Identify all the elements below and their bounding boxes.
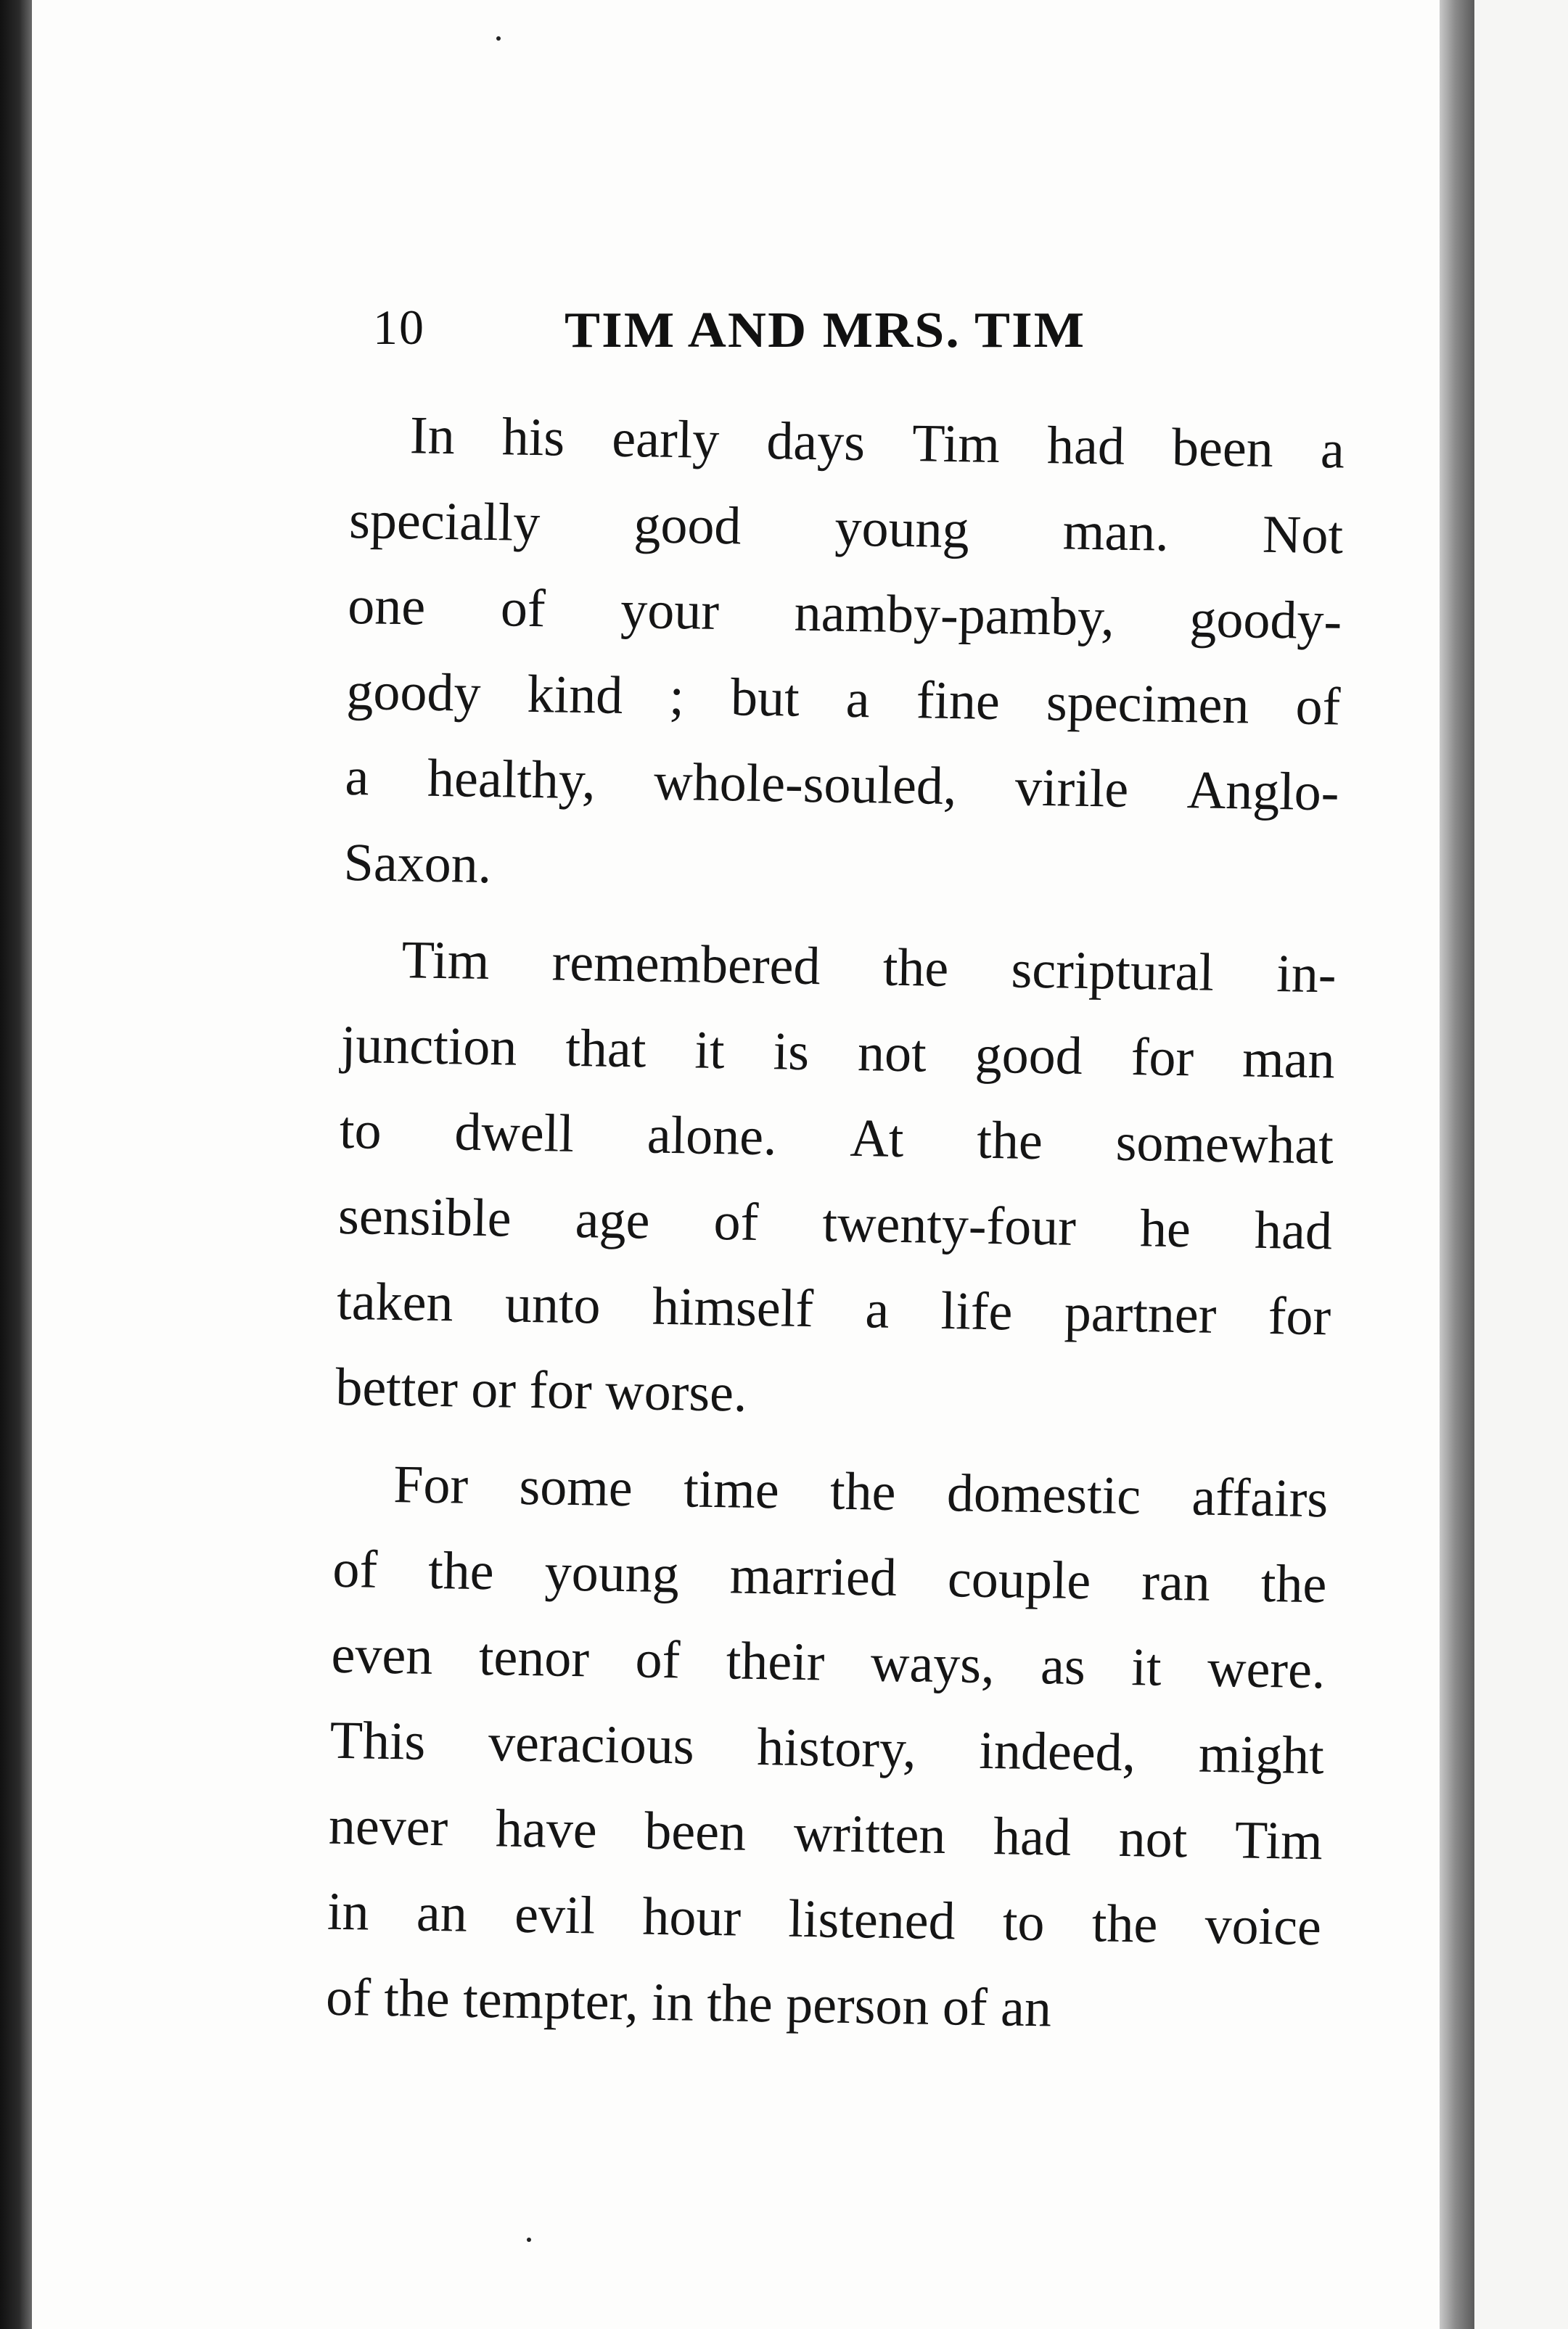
paragraph [335, 916, 1337, 1445]
text-line: of the tempter, in the person of an [325, 1967, 1052, 2039]
paragraph [343, 392, 1345, 921]
running-title: TIM AND MRS. TIM [565, 303, 1086, 358]
text-line: junction that it is not good for man [340, 1014, 1336, 1090]
text-line: specially good young man. Not [348, 490, 1344, 566]
page-binding-shadow [0, 0, 32, 2329]
text-line: better or for worse. [334, 1357, 748, 1424]
book-page [32, 0, 1440, 2329]
text-line: in an evil hour listened to the voice [327, 1881, 1322, 1958]
facing-page-edge [1474, 0, 1568, 2329]
speck-bottom [527, 2238, 531, 2242]
text-line: For some time the domestic affairs [393, 1455, 1329, 1529]
paragraph [325, 1441, 1329, 2055]
text-line: In his early days Tim had been a [409, 406, 1345, 480]
text-line: This veracious history, indeed, might [329, 1710, 1325, 1786]
text-line: to dwell alone. At the somewhat [339, 1100, 1334, 1176]
text-line: Saxon. [343, 832, 492, 895]
running-head [32, 299, 1440, 379]
body-text [325, 392, 1345, 2066]
book-gutter [1440, 0, 1474, 2329]
text-line: never have been written had not Tim [328, 1796, 1323, 1872]
text-line: Tim remembered the scriptural in- [401, 930, 1337, 1005]
page-number: 10 [373, 300, 425, 355]
text-line: sensible age of twenty-four he had [337, 1186, 1333, 1262]
text-line: taken unto himself a life partner for [336, 1271, 1331, 1347]
text-line: a healthy, whole-souled, virile Anglo- [345, 747, 1340, 823]
text-line: one of your namby-pamby, goody- [347, 575, 1342, 652]
text-line: goody kind ; but a fine specimen of [345, 661, 1341, 737]
text-line: even tenor of their ways, as it were. [331, 1624, 1326, 1701]
text-line: of the young married couple ran the [332, 1539, 1327, 1615]
speck-top [496, 36, 501, 41]
